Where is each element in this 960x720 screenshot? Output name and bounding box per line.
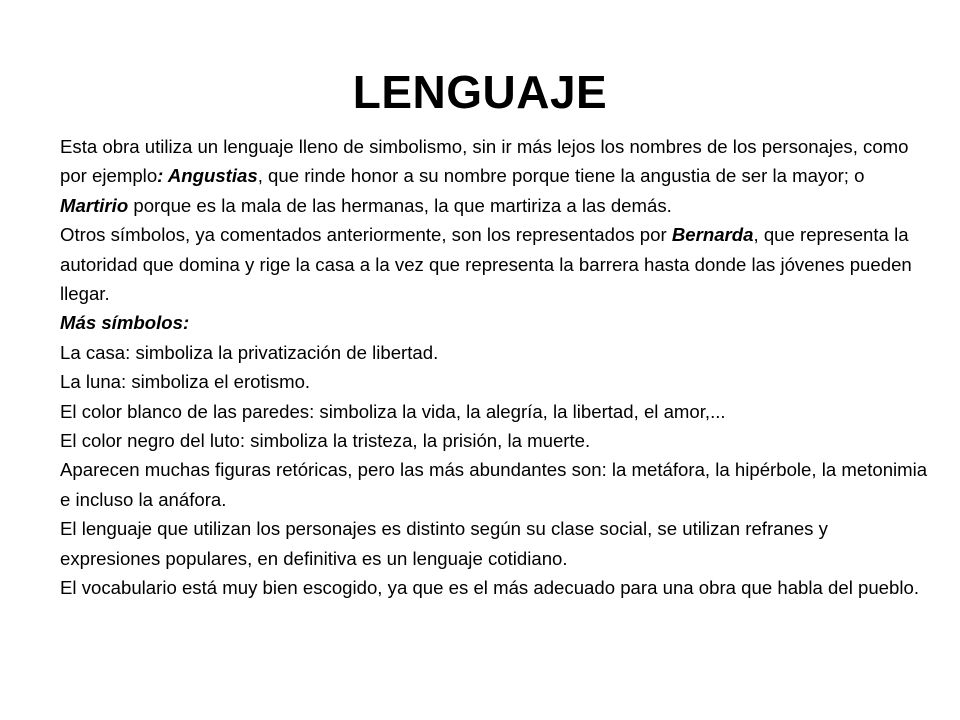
slide-body (60, 132, 930, 603)
symbol-item: El color blanco de las paredes: simboliza la vida, la alegría, la libertad, el amor,... (60, 400, 726, 422)
slide-title: LENGUAJE (352, 66, 608, 118)
paragraph-vocabulary: El vocabulario está muy bien escogido, ya que es el más adecuado para una obra que habla del pueblo. (60, 577, 919, 599)
paragraph-language-social-class: El lenguaje que utilizan los personajes es distinto según su clase social, se utilizan refranes y expresiones populares, en definitiva es un lenguaje cotidiano. (60, 518, 828, 569)
name-martirio: Martirio (60, 194, 129, 216)
symbol-item: El color negro del luto: simboliza la tristeza, la prisión, la muerte. (60, 430, 591, 452)
symbol-item: La luna: simboliza el erotismo. (60, 371, 311, 393)
paragraph-symbolism-text-2: , que rinde honor a su nombre porque tiene la angustia de ser la mayor; o (257, 165, 865, 187)
paragraph-symbolism-text-3: porque es la mala de las hermanas, la que martiriza a las demás. (128, 194, 672, 216)
paragraph-bernarda-text-1: Otros símbolos, ya comentados anteriormente, son los representados por (60, 224, 672, 246)
paragraph-symbolism-text-1: Esta obra utiliza un lenguaje lleno de simbolismo, sin ir más lejos los nombres de los personajes, como por ejemplo (60, 136, 909, 187)
name-bernarda: Bernarda (671, 224, 754, 246)
name-angustias: : Angustias (157, 165, 258, 187)
paragraph-symbolism (60, 132, 930, 220)
symbols-heading: Más símbolos: (60, 312, 190, 334)
paragraph-rhetorical-figures: Aparecen muchas figuras retóricas, pero las más abundantes son: la metáfora, la hipérbole, la metonimia e incluso la anáfora. (60, 459, 928, 510)
paragraph-bernarda-text-2: , que representa la autoridad que domina y rige la casa a la vez que representa la barrera hasta donde las jóvenes pueden llegar. (60, 224, 912, 305)
symbol-item: La casa: simboliza la privatización de libertad. (60, 341, 439, 363)
paragraph-bernarda (60, 220, 930, 308)
